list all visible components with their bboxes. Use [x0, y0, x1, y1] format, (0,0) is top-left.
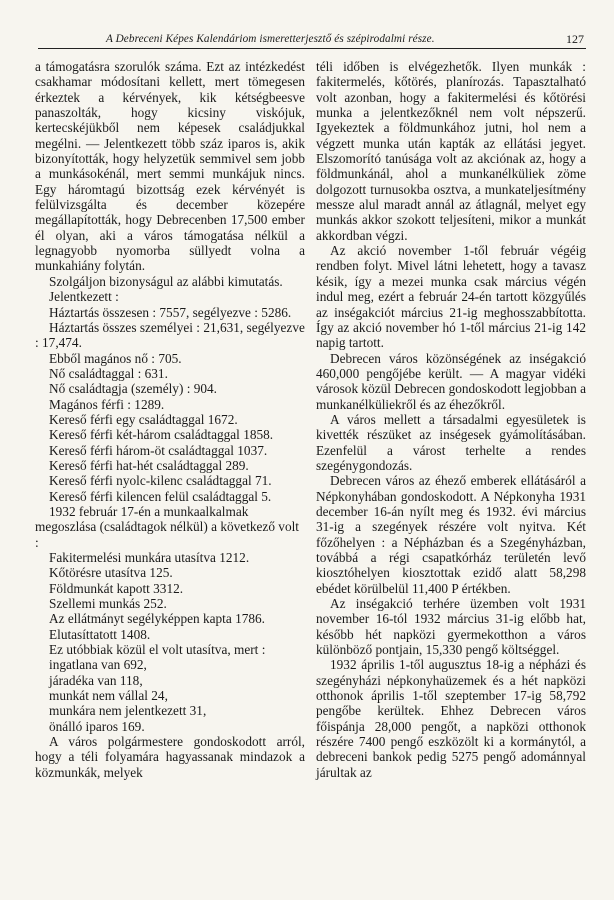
paragraph: Kereső férfi hat-hét családtaggal 289.: [49, 457, 249, 473]
left-column: [35, 59, 305, 780]
paragraph: Háztartás összesen : 7557, segélyezve : 5286.: [49, 304, 292, 320]
paragraph: Kereső férfi egy családtaggal 1672.: [49, 411, 238, 427]
paragraph: 1932 április 1-től augusztus 18-ig a népházi és szegényházi népkonyhaüzemek és a hét napközi otthonok április 1-től szeptember 17-ig 58,792 pengőbe kerültek. Ehhez Debrecen város főispánja 28,000 pengőt, a napközi otthonok részére 7400 pengő eszközölt ki a kormánytól, a debreceni bankok pedig 5275 pengő adománnyal járultak az: [316, 657, 586, 780]
paragraph: Az inségakció terhére üzemben volt 1931 november 16-tól 1932 március 31-ig előbb hat, később hét napközi gyermekotthon a város különböző pontjain, 15,330 pengő költséggel.: [316, 596, 586, 658]
paragraph: Nő családtagja (személy) : 904.: [49, 381, 217, 397]
paragraph: Kereső férfi kilencen felül családtaggal 5.: [49, 488, 272, 504]
paragraph: munkára nem jelentkezett 31,: [49, 703, 207, 719]
paragraph: Az akció november 1-től február végéig rendben folyt. Mivel látni lehetett, hogy a tavasz késik, így a mezei munka csak március végén indul meg, ezért a február 24-én tartott közgyűlés az inségakciót március 21-ig meghosszabbította. Így az akció november hó 1-től március 21-ig 142 napig tartott.: [316, 243, 586, 351]
page-number: 127: [566, 32, 584, 46]
paragraph: önálló iparos 169.: [49, 718, 145, 734]
paragraph: Földmunkát kapott 3312.: [49, 580, 184, 596]
paragraph: Nő családtaggal : 631.: [49, 365, 168, 381]
paragraph: Szolgáljon bizonyságul az alábbi kimutatás.: [49, 273, 283, 289]
paragraph: Ebből magános nő : 705.: [49, 350, 182, 366]
paragraph: ingatlana van 692,: [49, 657, 147, 673]
paragraph: Kereső férfi két-három családtaggal 1858.: [49, 427, 274, 443]
paragraph: A város polgármestere gondoskodott arról, hogy a téli folyamára hagyassanak mindazok a közmunkák, melyek: [35, 734, 305, 780]
paragraph: Fakitermelési munkára utasítva 1212.: [49, 550, 250, 565]
paragraph: Elutasíttatott 1408.: [49, 626, 151, 642]
paragraph: Kereső férfi nyolc-kilenc családtaggal 71.: [49, 473, 272, 489]
paragraph: téli időben is elvégezhetők. Ilyen munkák : fakitermelés, kőtörés, planírozás. Tapasztalható volt azonban, hogy a fakitermelési és kőtörési munka a jelentkezőknél nem volt népszerű. Igyekeztek a földmunkához jutni, hol nem a végzett munka után kapták az ellátási jegyet. Elszomorító tanúsága volt az akciónak az, hogy a földmunkánál, ahol a munkanélküliek zöme dolgozott turnusokba osztva, a munkateljesítmény messze alul maradt annál az átlagnál, melyet egy munkás akkor szokott teljesíteni, mikor a munkát akkordban végzi.: [316, 59, 586, 243]
paragraph: Kereső férfi három-öt családtaggal 1037.: [49, 442, 268, 458]
paragraph: Háztartás összes személyei : 21,631, segélyezve : 17,474.: [35, 319, 305, 351]
paragraph: járadéka van 118,: [49, 672, 143, 688]
running-header: [38, 28, 586, 49]
paragraph: munkát nem vállal 24,: [49, 688, 168, 704]
paragraph: Ez utóbbiak közül el volt utasítva, mert :: [49, 642, 266, 658]
paragraph: Kőtörésre utasítva 125.: [49, 565, 173, 581]
paragraph: 1932 február 17-én a munkaalkalmak megoszlása (családtagok nélkül) a következő volt :: [35, 503, 299, 550]
running-header-title: A Debreceni Képes Kalendáriom ismeretterjesztő és szépirodalmi része.: [106, 33, 435, 45]
paragraph: A város mellett a társadalmi egyesületek is kivették részüket az inségesek gyámolításában. Ezenfelül a várost terhelte a rendes szegénygondozás.: [316, 411, 586, 473]
paragraph: Szellemi munkás 252.: [49, 596, 167, 612]
paragraph: Jelentkezett :: [49, 289, 119, 305]
paragraph: Az ellátmányt segélyképpen kapta 1786.: [49, 611, 266, 627]
paragraph: Debrecen város közönségének az inségakció 460,000 pengőjébe került. — A magyar vidéki városok közül Debrecen gondoskodott legjobban a munkanélküliekről és az éhezőkről.: [316, 350, 586, 412]
right-column: [316, 59, 586, 780]
paragraph: Debrecen város az éhező emberek ellátásáról a Népkonyhában gondoskodott. A Népkonyha 1931 december 16-án nyílt meg és 1932. évi március 31-ig a szegények részére volt nyitva. Két főzőhelyen : a Népházban és a Szegényházban, továbbá a régi csapatkórház területén levő kiosztóhelyen kiosztottak ezidő alatt 58,298 ebédet körülbelül 11,400 P értékben.: [316, 473, 586, 596]
paragraph: a támogatásra szorulók száma. Ezt az intézkedést csakhamar módosítani kellett, mert tömegesen érkeztek a kérvények, kik kétségbeesve panaszolták, hogy kicsiny viskójuk, kertecskéjükből nem képesek családjukkal megélni. — Jelentkezett több száz iparos is, akik bizonyították, hogy helyzetük semmivel sem jobb a munkásokénál, mert semmi munkájuk nincs. Egy háromtagú bizottság ezek kérvényét is felülvizsgálta és december közepére megállapították, hogy Debrecenben 17,500 ember él olyan, aki a város támogatása nélkül a legnagyobb nyomorba süllyedt volna a munkahiány folytán.: [35, 59, 305, 274]
paragraph: Magános férfi : 1289.: [49, 396, 165, 412]
